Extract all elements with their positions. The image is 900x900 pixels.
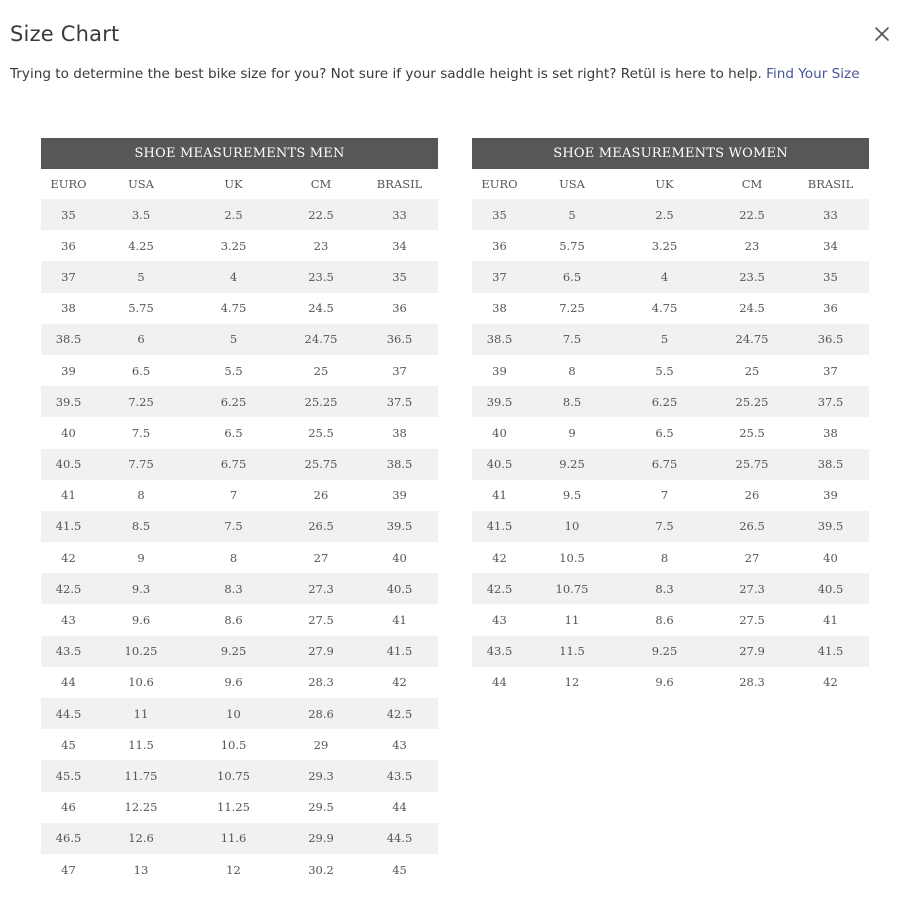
table-cell: 37 bbox=[472, 261, 527, 292]
intro-message: Trying to determine the best bike size for you? Not sure if your saddle height is set right? Retül is here to help. bbox=[10, 66, 762, 82]
table-row bbox=[41, 261, 438, 292]
table-cell: 40.5 bbox=[472, 449, 527, 480]
table-cell: 42 bbox=[792, 667, 869, 698]
table-cell: 8.6 bbox=[617, 604, 712, 635]
women-size-table bbox=[472, 138, 869, 698]
table-cell: 5 bbox=[527, 199, 617, 230]
table-cell: 6.5 bbox=[96, 355, 186, 386]
table-cell: 7.5 bbox=[96, 417, 186, 448]
table-row bbox=[41, 324, 438, 355]
men-size-table bbox=[41, 138, 438, 885]
women-column-header: USA bbox=[559, 177, 585, 191]
table-cell: 7.75 bbox=[96, 449, 186, 480]
table-row bbox=[472, 417, 869, 448]
table-cell: 26 bbox=[281, 480, 361, 511]
table-cell: 5.75 bbox=[96, 293, 186, 324]
table-cell: 41.5 bbox=[472, 511, 527, 542]
table-cell: 10.25 bbox=[96, 636, 186, 667]
table-row bbox=[472, 604, 869, 635]
table-cell: 24.5 bbox=[712, 293, 792, 324]
table-row bbox=[41, 604, 438, 635]
women-column-header: EURO bbox=[481, 177, 518, 191]
table-cell: 28.6 bbox=[281, 698, 361, 729]
women-column-header: UK bbox=[655, 177, 674, 191]
table-cell: 11 bbox=[527, 604, 617, 635]
table-cell: 45 bbox=[41, 729, 96, 760]
table-cell: 35 bbox=[361, 261, 438, 292]
table-cell: 29.5 bbox=[281, 792, 361, 823]
table-cell: 36 bbox=[472, 230, 527, 261]
table-row bbox=[472, 480, 869, 511]
table-cell: 4 bbox=[186, 261, 281, 292]
table-row bbox=[41, 230, 438, 261]
table-cell: 27.3 bbox=[712, 573, 792, 604]
table-cell: 10.5 bbox=[527, 542, 617, 573]
table-cell: 3.25 bbox=[186, 230, 281, 261]
table-row bbox=[41, 199, 438, 230]
table-cell: 37 bbox=[792, 355, 869, 386]
table-cell: 25.75 bbox=[281, 449, 361, 480]
table-row bbox=[472, 199, 869, 230]
table-cell: 6.5 bbox=[186, 417, 281, 448]
table-row bbox=[41, 760, 438, 791]
table-row bbox=[41, 293, 438, 324]
table-row bbox=[472, 324, 869, 355]
table-cell: 8.5 bbox=[527, 386, 617, 417]
table-cell: 34 bbox=[792, 230, 869, 261]
table-cell: 7 bbox=[186, 480, 281, 511]
table-row bbox=[41, 480, 438, 511]
table-cell: 4 bbox=[617, 261, 712, 292]
table-cell: 4.25 bbox=[96, 230, 186, 261]
table-cell: 7.25 bbox=[96, 386, 186, 417]
table-cell: 33 bbox=[792, 199, 869, 230]
table-cell: 4.75 bbox=[617, 293, 712, 324]
table-cell: 10.5 bbox=[186, 729, 281, 760]
table-cell: 28.3 bbox=[281, 667, 361, 698]
table-cell: 4.75 bbox=[186, 293, 281, 324]
table-cell: 38 bbox=[792, 417, 869, 448]
men-column-header: EURO bbox=[50, 177, 87, 191]
table-cell: 43.5 bbox=[472, 636, 527, 667]
table-cell: 11.5 bbox=[96, 729, 186, 760]
table-cell: 6 bbox=[96, 324, 186, 355]
table-row bbox=[472, 511, 869, 542]
table-cell: 39.5 bbox=[792, 511, 869, 542]
table-cell: 8.3 bbox=[186, 573, 281, 604]
table-cell: 26.5 bbox=[281, 511, 361, 542]
table-cell: 41 bbox=[472, 480, 527, 511]
table-cell: 42 bbox=[41, 542, 96, 573]
intro-text bbox=[10, 66, 895, 82]
table-row bbox=[41, 854, 438, 885]
table-cell: 39 bbox=[361, 480, 438, 511]
table-cell: 35 bbox=[41, 199, 96, 230]
table-cell: 45.5 bbox=[41, 760, 96, 791]
table-cell: 12.25 bbox=[96, 792, 186, 823]
table-cell: 40 bbox=[361, 542, 438, 573]
table-cell: 25 bbox=[281, 355, 361, 386]
table-cell: 42 bbox=[361, 667, 438, 698]
table-row bbox=[41, 667, 438, 698]
table-cell: 41.5 bbox=[361, 636, 438, 667]
table-cell: 41 bbox=[361, 604, 438, 635]
table-cell: 40 bbox=[472, 417, 527, 448]
table-cell: 8.5 bbox=[96, 511, 186, 542]
table-cell: 39.5 bbox=[472, 386, 527, 417]
table-cell: 47 bbox=[41, 854, 96, 885]
table-cell: 38 bbox=[41, 293, 96, 324]
table-cell: 38 bbox=[361, 417, 438, 448]
table-cell: 37.5 bbox=[361, 386, 438, 417]
table-cell: 10.75 bbox=[527, 573, 617, 604]
table-cell: 6.5 bbox=[617, 417, 712, 448]
table-cell: 12 bbox=[186, 854, 281, 885]
table-row bbox=[41, 449, 438, 480]
women-column-header: CM bbox=[741, 177, 763, 191]
table-cell: 36 bbox=[41, 230, 96, 261]
table-cell: 33 bbox=[361, 199, 438, 230]
table-row bbox=[41, 698, 438, 729]
table-cell: 25.5 bbox=[281, 417, 361, 448]
table-cell: 9.25 bbox=[617, 636, 712, 667]
table-cell: 28.3 bbox=[712, 667, 792, 698]
table-cell: 10.6 bbox=[96, 667, 186, 698]
table-cell: 25.25 bbox=[712, 386, 792, 417]
table-row bbox=[41, 355, 438, 386]
table-cell: 36.5 bbox=[792, 324, 869, 355]
table-cell: 11.6 bbox=[186, 823, 281, 854]
table-cell: 27.9 bbox=[281, 636, 361, 667]
table-cell: 25 bbox=[712, 355, 792, 386]
table-cell: 3.5 bbox=[96, 199, 186, 230]
table-cell: 26 bbox=[712, 480, 792, 511]
table-row bbox=[472, 449, 869, 480]
table-cell: 22.5 bbox=[281, 199, 361, 230]
table-cell: 6.25 bbox=[186, 386, 281, 417]
table-cell: 7.5 bbox=[186, 511, 281, 542]
table-cell: 46.5 bbox=[41, 823, 96, 854]
table-cell: 42.5 bbox=[361, 698, 438, 729]
table-cell: 24.75 bbox=[712, 324, 792, 355]
table-cell: 23.5 bbox=[281, 261, 361, 292]
table-cell: 38.5 bbox=[361, 449, 438, 480]
table-cell: 44.5 bbox=[41, 698, 96, 729]
table-cell: 27.3 bbox=[281, 573, 361, 604]
table-cell: 38 bbox=[472, 293, 527, 324]
table-cell: 25.25 bbox=[281, 386, 361, 417]
table-cell: 34 bbox=[361, 230, 438, 261]
table-row bbox=[41, 511, 438, 542]
table-cell: 6.75 bbox=[186, 449, 281, 480]
table-cell: 37 bbox=[41, 261, 96, 292]
table-cell: 8 bbox=[96, 480, 186, 511]
table-cell: 5.5 bbox=[186, 355, 281, 386]
table-cell: 39 bbox=[41, 355, 96, 386]
table-row bbox=[472, 636, 869, 667]
table-cell: 43 bbox=[472, 604, 527, 635]
table-cell: 42.5 bbox=[41, 573, 96, 604]
table-cell: 7.5 bbox=[617, 511, 712, 542]
table-cell: 10.75 bbox=[186, 760, 281, 791]
table-cell: 46 bbox=[41, 792, 96, 823]
table-cell: 27.9 bbox=[712, 636, 792, 667]
table-cell: 38.5 bbox=[472, 324, 527, 355]
table-cell: 41.5 bbox=[792, 636, 869, 667]
table-cell: 23.5 bbox=[712, 261, 792, 292]
table-cell: 2.5 bbox=[186, 199, 281, 230]
table-cell: 41 bbox=[792, 604, 869, 635]
table-cell: 23 bbox=[712, 230, 792, 261]
table-row bbox=[41, 636, 438, 667]
men-column-header: CM bbox=[310, 177, 332, 191]
table-cell: 39 bbox=[792, 480, 869, 511]
table-cell: 37 bbox=[361, 355, 438, 386]
table-cell: 8 bbox=[186, 542, 281, 573]
women-table-caption: SHOE MEASUREMENTS WOMEN bbox=[472, 138, 869, 169]
table-cell: 24.5 bbox=[281, 293, 361, 324]
table-cell: 40 bbox=[41, 417, 96, 448]
table-cell: 36.5 bbox=[361, 324, 438, 355]
table-cell: 29.9 bbox=[281, 823, 361, 854]
men-table-caption: SHOE MEASUREMENTS MEN bbox=[41, 138, 438, 169]
table-cell: 30.2 bbox=[281, 854, 361, 885]
table-cell: 8 bbox=[527, 355, 617, 386]
table-cell: 13 bbox=[96, 854, 186, 885]
table-cell: 6.75 bbox=[617, 449, 712, 480]
table-cell: 42.5 bbox=[472, 573, 527, 604]
table-cell: 10 bbox=[186, 698, 281, 729]
table-cell: 29 bbox=[281, 729, 361, 760]
table-row bbox=[472, 542, 869, 573]
table-cell: 5.75 bbox=[527, 230, 617, 261]
table-cell: 41.5 bbox=[41, 511, 96, 542]
women-column-header: BRASIL bbox=[807, 177, 854, 191]
table-cell: 3.25 bbox=[617, 230, 712, 261]
find-your-size-link[interactable]: Find Your Size bbox=[766, 66, 860, 82]
table-cell: 9.6 bbox=[617, 667, 712, 698]
table-cell: 38.5 bbox=[41, 324, 96, 355]
table-cell: 43 bbox=[361, 729, 438, 760]
table-cell: 40.5 bbox=[41, 449, 96, 480]
table-cell: 38.5 bbox=[792, 449, 869, 480]
table-cell: 39 bbox=[472, 355, 527, 386]
table-cell: 12.6 bbox=[96, 823, 186, 854]
table-cell: 11.25 bbox=[186, 792, 281, 823]
table-cell: 9.5 bbox=[527, 480, 617, 511]
table-cell: 35 bbox=[792, 261, 869, 292]
table-cell: 8 bbox=[617, 542, 712, 573]
table-cell: 9.25 bbox=[527, 449, 617, 480]
table-cell: 36 bbox=[361, 293, 438, 324]
table-cell: 22.5 bbox=[712, 199, 792, 230]
table-row bbox=[41, 386, 438, 417]
table-row bbox=[472, 386, 869, 417]
table-cell: 9 bbox=[96, 542, 186, 573]
table-cell: 27 bbox=[712, 542, 792, 573]
table-cell: 7 bbox=[617, 480, 712, 511]
men-column-header: USA bbox=[128, 177, 154, 191]
table-cell: 12 bbox=[527, 667, 617, 698]
table-cell: 9.6 bbox=[96, 604, 186, 635]
table-cell: 25.75 bbox=[712, 449, 792, 480]
table-row bbox=[472, 293, 869, 324]
table-row bbox=[472, 355, 869, 386]
table-cell: 7.25 bbox=[527, 293, 617, 324]
table-cell: 45 bbox=[361, 854, 438, 885]
table-cell: 40.5 bbox=[361, 573, 438, 604]
table-cell: 40.5 bbox=[792, 573, 869, 604]
table-cell: 2.5 bbox=[617, 199, 712, 230]
table-cell: 39.5 bbox=[361, 511, 438, 542]
table-cell: 23 bbox=[281, 230, 361, 261]
table-cell: 11.5 bbox=[527, 636, 617, 667]
table-cell: 44 bbox=[361, 792, 438, 823]
table-row bbox=[41, 729, 438, 760]
table-cell: 5 bbox=[617, 324, 712, 355]
table-row bbox=[41, 417, 438, 448]
table-row bbox=[472, 667, 869, 698]
close-button[interactable] bbox=[872, 24, 892, 44]
table-cell: 8.3 bbox=[617, 573, 712, 604]
table-cell: 36 bbox=[792, 293, 869, 324]
table-cell: 11.75 bbox=[96, 760, 186, 791]
close-icon bbox=[872, 24, 892, 44]
table-row bbox=[472, 230, 869, 261]
table-cell: 5 bbox=[96, 261, 186, 292]
table-row bbox=[41, 573, 438, 604]
table-cell: 37.5 bbox=[792, 386, 869, 417]
table-cell: 10 bbox=[527, 511, 617, 542]
table-cell: 9.6 bbox=[186, 667, 281, 698]
table-cell: 27.5 bbox=[281, 604, 361, 635]
table-cell: 5.5 bbox=[617, 355, 712, 386]
table-cell: 44.5 bbox=[361, 823, 438, 854]
table-cell: 11 bbox=[96, 698, 186, 729]
table-cell: 9 bbox=[527, 417, 617, 448]
table-cell: 27 bbox=[281, 542, 361, 573]
table-cell: 27.5 bbox=[712, 604, 792, 635]
table-cell: 6.25 bbox=[617, 386, 712, 417]
table-row bbox=[472, 261, 869, 292]
table-cell: 6.5 bbox=[527, 261, 617, 292]
table-cell: 24.75 bbox=[281, 324, 361, 355]
table-cell: 42 bbox=[472, 542, 527, 573]
modal-title: Size Chart bbox=[10, 22, 120, 46]
table-cell: 29.3 bbox=[281, 760, 361, 791]
table-cell: 39.5 bbox=[41, 386, 96, 417]
table-cell: 44 bbox=[41, 667, 96, 698]
table-cell: 40 bbox=[792, 542, 869, 573]
table-row bbox=[41, 792, 438, 823]
table-cell: 8.6 bbox=[186, 604, 281, 635]
table-cell: 25.5 bbox=[712, 417, 792, 448]
table-cell: 5 bbox=[186, 324, 281, 355]
men-column-header: BRASIL bbox=[376, 177, 423, 191]
table-cell: 35 bbox=[472, 199, 527, 230]
table-cell: 43.5 bbox=[361, 760, 438, 791]
table-cell: 26.5 bbox=[712, 511, 792, 542]
table-cell: 7.5 bbox=[527, 324, 617, 355]
table-row bbox=[41, 823, 438, 854]
table-cell: 9.3 bbox=[96, 573, 186, 604]
table-cell: 9.25 bbox=[186, 636, 281, 667]
table-cell: 43.5 bbox=[41, 636, 96, 667]
table-cell: 44 bbox=[472, 667, 527, 698]
table-row bbox=[472, 573, 869, 604]
table-cell: 41 bbox=[41, 480, 96, 511]
table-row bbox=[41, 542, 438, 573]
table-cell: 43 bbox=[41, 604, 96, 635]
men-column-header: UK bbox=[224, 177, 243, 191]
